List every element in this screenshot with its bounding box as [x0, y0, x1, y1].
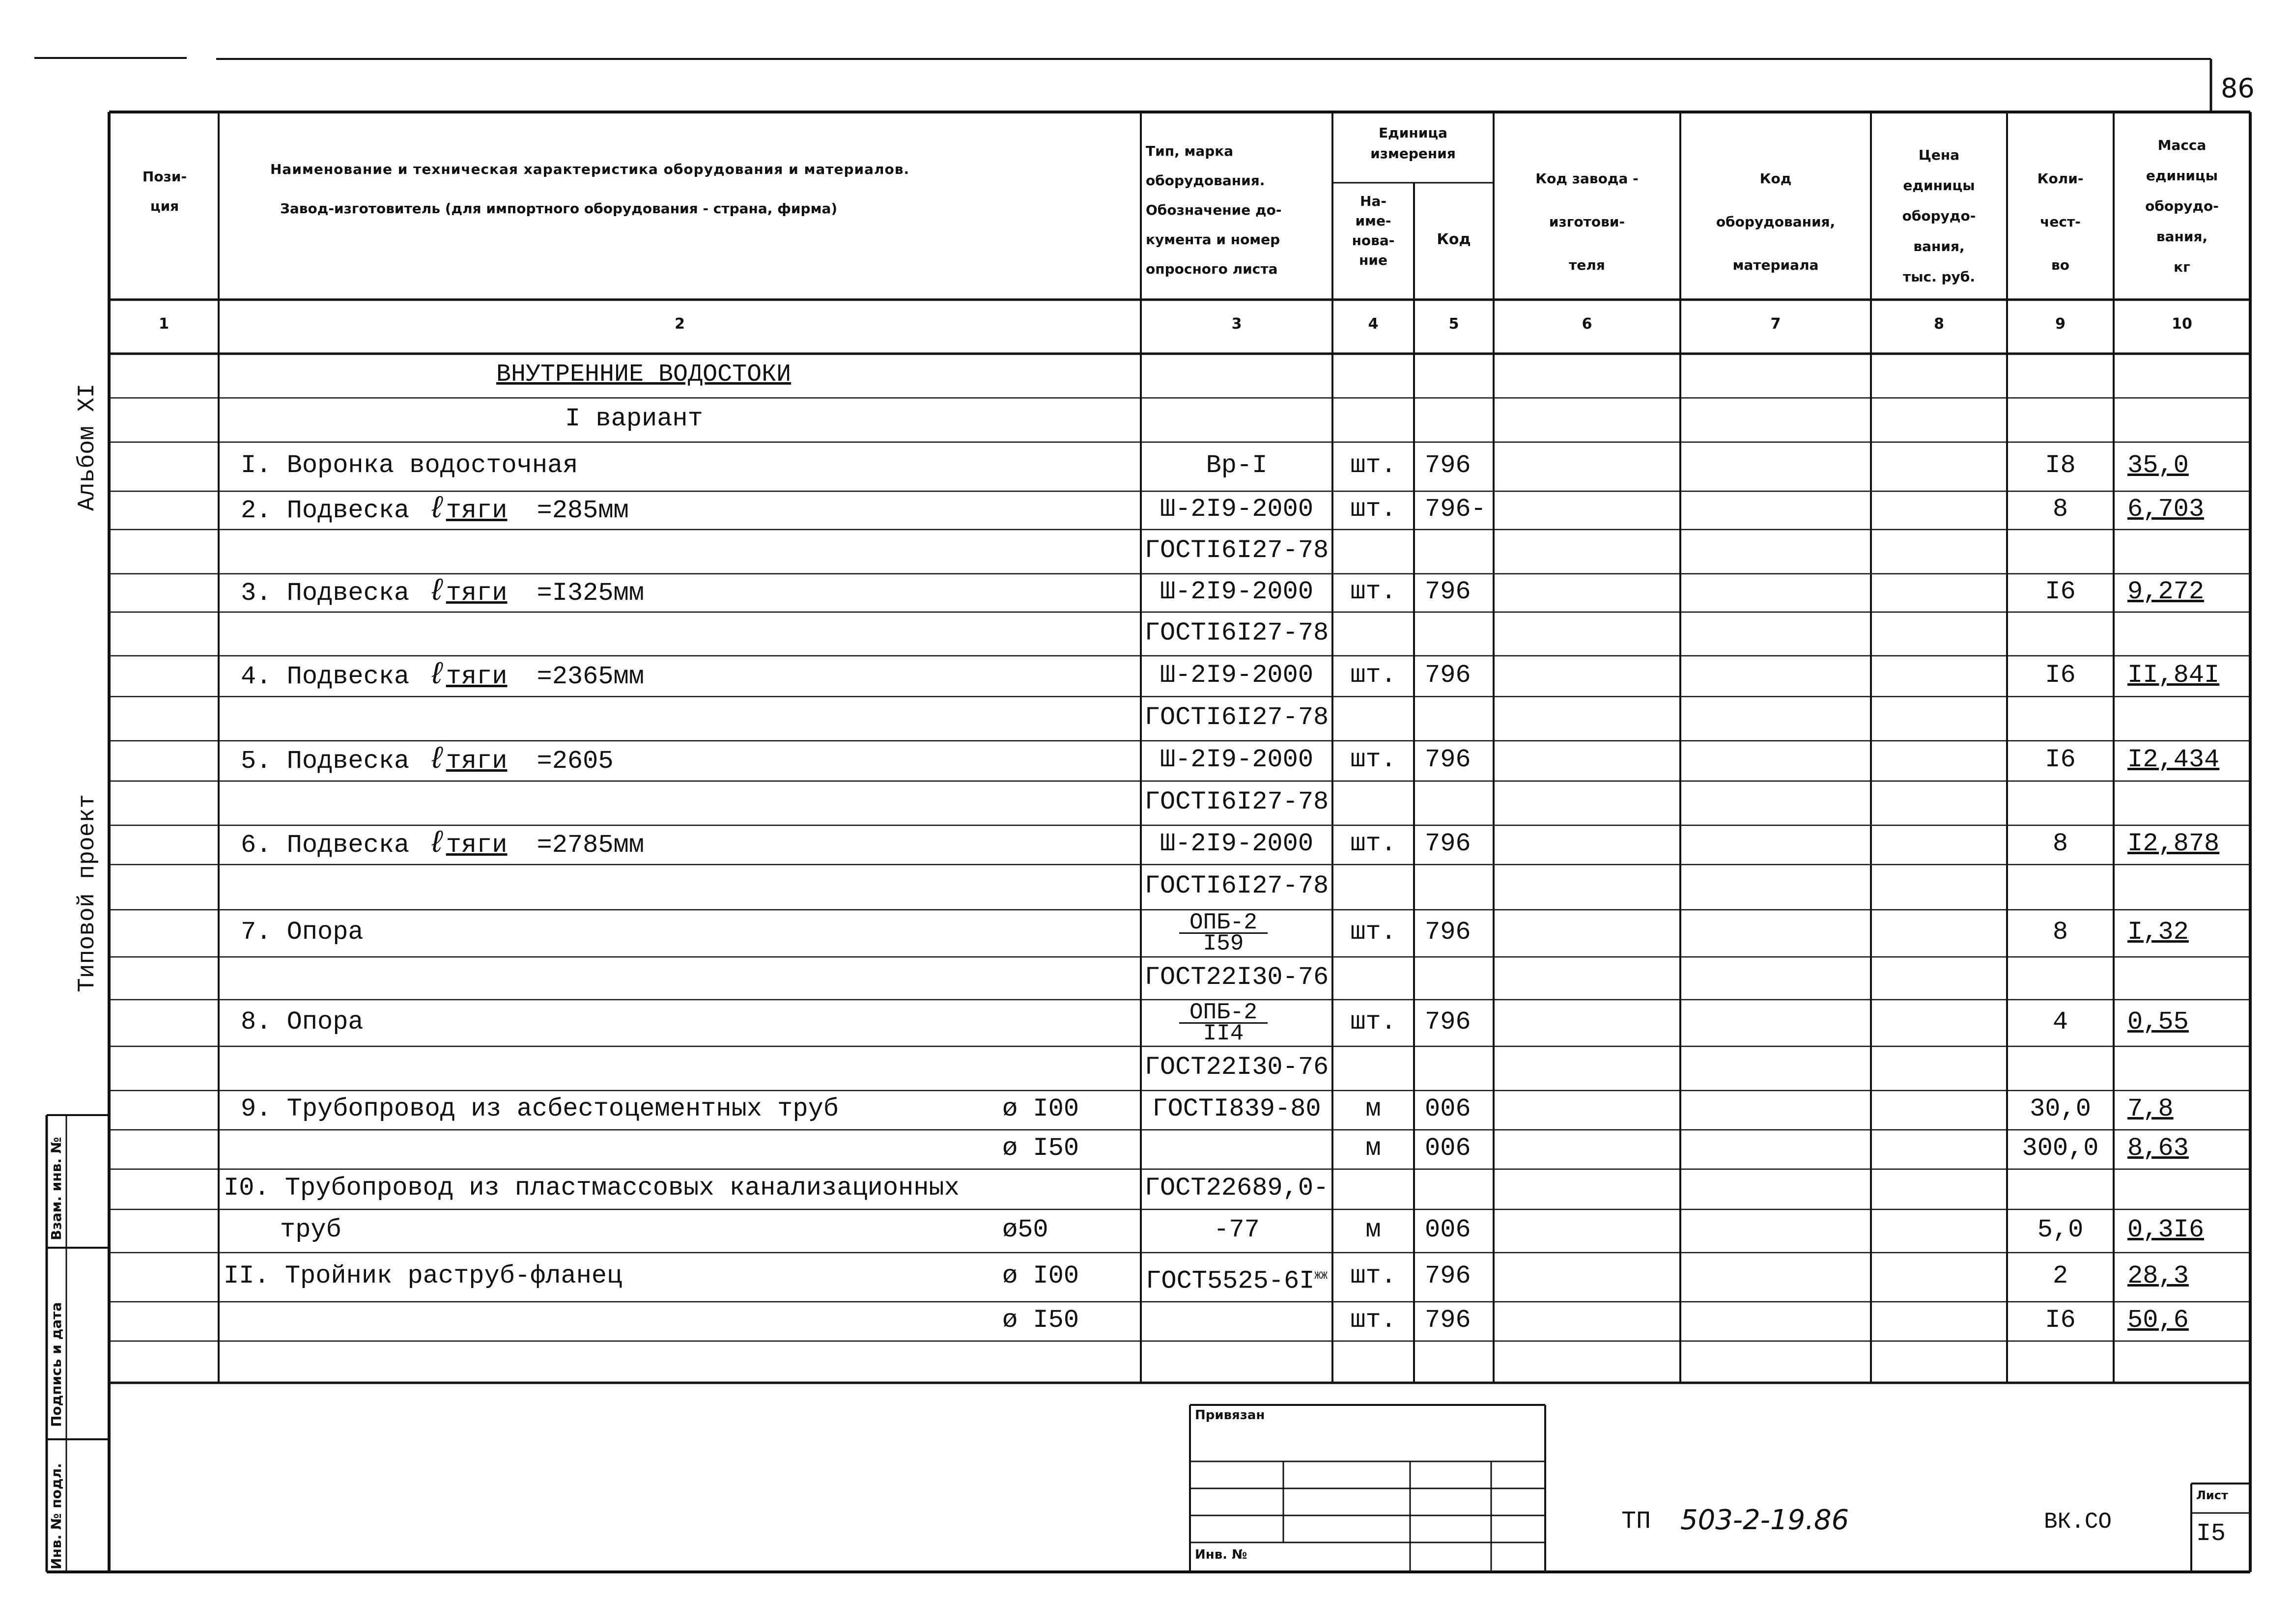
unit-name: шт.	[1350, 451, 1396, 480]
fraction-top: ОПБ-2	[1179, 1003, 1268, 1024]
item-type-text: ГОСТ22I30-76	[1144, 1053, 1329, 1082]
unit-name: шт.	[1350, 1007, 1396, 1036]
item-name	[241, 826, 644, 861]
header-unit-group: Единица измерения	[1370, 125, 1456, 162]
page-number: 86	[2221, 73, 2255, 104]
header-price: Цена единицы оборудо- вания, тыс. руб.	[1902, 147, 1976, 285]
document-code-prefix: ТП	[1621, 1508, 1651, 1536]
unit-mass: 8,63	[2127, 1134, 2189, 1163]
column-number: 1	[159, 315, 169, 333]
length-subscript: тяги	[446, 662, 508, 691]
item-name-text: 9. Трубопровод из асбестоцементных труб	[241, 1094, 839, 1123]
item-name-text: 7. Опора	[241, 918, 364, 947]
item-type-text: ГОСТI839-80	[1152, 1094, 1321, 1123]
header-position: Пози- ция	[142, 168, 187, 214]
item-type	[1141, 788, 1332, 816]
item-name	[224, 1262, 622, 1290]
item-type-text: -77	[1214, 1215, 1260, 1244]
unit-name: м	[1365, 1134, 1381, 1163]
header-mass: Масса единицы оборудо- вания, кг	[2145, 137, 2219, 275]
type-superscript: ЖЖ	[1314, 1270, 1328, 1282]
unit-name: шт.	[1350, 829, 1396, 858]
length-symbol: ℓ	[409, 492, 446, 527]
unit-mass: 35,0	[2127, 451, 2189, 480]
item-type	[1141, 830, 1332, 858]
diameter: ø I50	[1002, 1134, 1079, 1163]
length-subscript: тяги	[446, 747, 508, 776]
unit-name: шт.	[1350, 745, 1396, 774]
length-value: =2785мм	[537, 831, 644, 860]
column-number: 3	[1231, 315, 1242, 333]
unit-mass: I,32	[2127, 918, 2189, 947]
support-type-fraction	[1179, 910, 1268, 956]
item-name	[241, 574, 644, 609]
item-type	[1141, 1054, 1332, 1081]
unit-name: м	[1365, 1094, 1381, 1123]
section-title: ВНУТРЕННИЕ ВОДОСТОКИ	[496, 361, 792, 389]
quantity: 8	[2052, 829, 2068, 858]
stamp-privyazan: Привязан	[1195, 1408, 1265, 1423]
unit-code: 796	[1425, 1261, 1471, 1290]
unit-mass: 50,6	[2127, 1306, 2189, 1335]
item-type-text: Ш-2I9-2000	[1160, 745, 1314, 774]
unit-code: 796	[1425, 577, 1471, 606]
item-name	[224, 1175, 960, 1202]
unit-mass: 6,703	[2127, 495, 2205, 524]
quantity: 5,0	[2037, 1215, 2084, 1244]
item-type	[1141, 452, 1332, 479]
quantity: 300,0	[2022, 1134, 2099, 1163]
length-symbol: ℓ	[409, 657, 446, 693]
item-type-text: Вр-I	[1206, 451, 1268, 480]
item-type	[1141, 1095, 1332, 1123]
unit-mass: II,84I	[2127, 660, 2220, 690]
side-label-project: Типовой проект	[74, 794, 101, 992]
quantity: I6	[2045, 745, 2076, 774]
column-number: 2	[675, 315, 685, 333]
quantity: I6	[2045, 1306, 2076, 1335]
length-symbol: ℓ	[409, 826, 446, 861]
item-name	[241, 742, 614, 777]
item-type	[1141, 496, 1332, 523]
item-type-text: Ш-2I9-2000	[1160, 829, 1314, 858]
quantity: 2	[2052, 1261, 2068, 1290]
unit-name: шт.	[1350, 1261, 1396, 1290]
item-name	[241, 452, 578, 479]
item-type	[1141, 1175, 1332, 1202]
item-name-text: 8. Опора	[241, 1007, 364, 1036]
unit-code: 796	[1425, 918, 1471, 947]
header-unit-code: Код	[1437, 231, 1471, 248]
variant-title: I вариант	[565, 404, 703, 433]
stamp-inventory-no: Инв. №	[1195, 1547, 1247, 1562]
item-type-text: ГОСТI6I27-78	[1144, 703, 1329, 732]
item-type-text: ГОСТI6I27-78	[1144, 871, 1329, 900]
diameter: ø50	[1002, 1215, 1048, 1244]
item-type	[1141, 619, 1332, 647]
length-subscript: тяги	[446, 831, 508, 860]
item-type	[1141, 662, 1332, 689]
quantity: 30,0	[2030, 1094, 2091, 1123]
item-type-text: ГОСТ22I30-76	[1144, 962, 1329, 992]
item-type	[1141, 746, 1332, 774]
item-name-text: 6. Подвеска	[241, 831, 410, 860]
quantity: I6	[2045, 660, 2076, 690]
item-name	[241, 492, 629, 527]
side-label-album: Альбом XI	[74, 383, 101, 511]
length-symbol: ℓ	[409, 742, 446, 777]
header-equipment-code: Код оборудования, материала	[1716, 170, 1836, 273]
item-name	[280, 1216, 341, 1244]
item-type-text: ГОСТ22689,0-	[1144, 1174, 1329, 1203]
item-type-text: Ш-2I9-2000	[1160, 577, 1314, 606]
item-type-text: Ш-2I9-2000	[1160, 660, 1314, 690]
item-name-text: 2. Подвеска	[241, 496, 410, 525]
item-name-text: 3. Подвеска	[241, 579, 410, 608]
header-name: Наименование и техническая характеристика оборудования и материалов. Завод-изготовитель (для импортного оборудования - страна, фирма)	[270, 161, 910, 217]
unit-code: 796-	[1425, 495, 1486, 524]
diameter: ø I00	[1002, 1094, 1079, 1123]
side-label-inventory: Инв. № подл.	[48, 1463, 64, 1569]
unit-mass: 9,272	[2127, 577, 2205, 606]
item-name-text: I. Воронка водосточная	[241, 451, 578, 480]
unit-code: 796	[1425, 451, 1471, 480]
item-type	[1141, 704, 1332, 731]
unit-code: 796	[1425, 829, 1471, 858]
unit-name: шт.	[1350, 577, 1396, 606]
unit-mass: I2,878	[2127, 829, 2220, 858]
item-name-text: I0. Трубопровод из пластмассовых канализационных	[224, 1174, 960, 1203]
unit-code: 006	[1425, 1134, 1471, 1163]
unit-code: 796	[1425, 745, 1471, 774]
column-number: 5	[1448, 315, 1459, 333]
item-type	[1141, 964, 1332, 991]
item-name	[241, 657, 644, 693]
unit-code: 006	[1425, 1094, 1471, 1123]
unit-code: 006	[1425, 1215, 1471, 1244]
quantity: I6	[2045, 577, 2076, 606]
quantity: 8	[2052, 918, 2068, 947]
document-number: 503-2-19.86	[1680, 1504, 1849, 1536]
item-name-text: 5. Подвеска	[241, 747, 410, 776]
column-number: 8	[1934, 315, 1944, 333]
item-type	[1141, 1262, 1332, 1295]
item-type	[1141, 1216, 1332, 1244]
item-type	[1141, 872, 1332, 900]
unit-mass: I2,434	[2127, 745, 2220, 774]
length-symbol: ℓ	[409, 574, 446, 609]
item-name-text: II. Тройник раструб-фланец	[224, 1261, 623, 1290]
unit-mass: 0,55	[2127, 1007, 2189, 1036]
quantity: 4	[2052, 1007, 2068, 1036]
diameter: ø I50	[1002, 1306, 1079, 1335]
unit-mass: 0,3I6	[2127, 1215, 2205, 1244]
item-type-text: ГОСТ5525-6I	[1146, 1266, 1315, 1296]
unit-name: м	[1365, 1215, 1381, 1244]
item-type-text: ГОСТI6I27-78	[1144, 787, 1329, 816]
item-type-text: ГОСТI6I27-78	[1144, 536, 1329, 565]
fraction-bottom: II4	[1203, 1020, 1244, 1046]
length-value: =2365мм	[537, 662, 644, 691]
unit-mass: 28,3	[2127, 1261, 2189, 1290]
header-quantity: Коли- чест- во	[2037, 170, 2084, 273]
side-label-signature: Подпись и дата	[48, 1302, 64, 1427]
column-number: 9	[2055, 315, 2066, 333]
length-value: =2605	[537, 747, 614, 776]
quantity: I8	[2045, 451, 2076, 480]
header-type: Тип, марка оборудования. Обозначение до- кумента и номер опросного листа	[1146, 143, 1282, 277]
column-number: 6	[1582, 315, 1592, 333]
column-number: 10	[2172, 315, 2192, 333]
unit-code: 796	[1425, 1306, 1471, 1335]
item-name-text: труб	[280, 1215, 341, 1244]
unit-code: 796	[1425, 1007, 1471, 1036]
unit-name: шт.	[1350, 918, 1396, 947]
fraction-top: ОПБ-2	[1179, 913, 1268, 934]
unit-name: шт.	[1350, 1306, 1396, 1335]
length-subscript: тяги	[446, 579, 508, 608]
unit-mass: 7,8	[2127, 1094, 2174, 1123]
column-number: 4	[1368, 315, 1379, 333]
unit-name: шт.	[1350, 495, 1396, 524]
length-value: =285мм	[537, 496, 629, 525]
side-label-substitution: Взам. инв. №	[48, 1137, 64, 1240]
fraction-bottom: I59	[1203, 931, 1244, 956]
item-name-text: 4. Подвеска	[241, 662, 410, 691]
item-name	[241, 1008, 364, 1036]
sheet-number: I5	[2196, 1520, 2226, 1548]
item-type-text: Ш-2I9-2000	[1160, 495, 1314, 524]
item-type	[1141, 578, 1332, 606]
length-value: =I325мм	[537, 579, 644, 608]
column-number: 7	[1770, 315, 1781, 333]
item-name	[241, 919, 364, 946]
item-type	[1141, 537, 1332, 564]
length-subscript: тяги	[446, 496, 508, 525]
diameter: ø I00	[1002, 1261, 1079, 1290]
sheet-code: ВК.СО	[2044, 1509, 2112, 1535]
quantity: 8	[2052, 495, 2068, 524]
header-unit-name: На- имe- нова- ние	[1352, 193, 1395, 268]
item-name	[241, 1095, 839, 1123]
header-plant-code: Код завода - изготови- теля	[1535, 170, 1639, 273]
sheet-label: Лист	[2196, 1488, 2228, 1502]
support-type-fraction	[1179, 999, 1268, 1046]
item-type-text: ГОСТI6I27-78	[1144, 618, 1329, 647]
unit-name: шт.	[1350, 660, 1396, 690]
unit-code: 796	[1425, 660, 1471, 690]
